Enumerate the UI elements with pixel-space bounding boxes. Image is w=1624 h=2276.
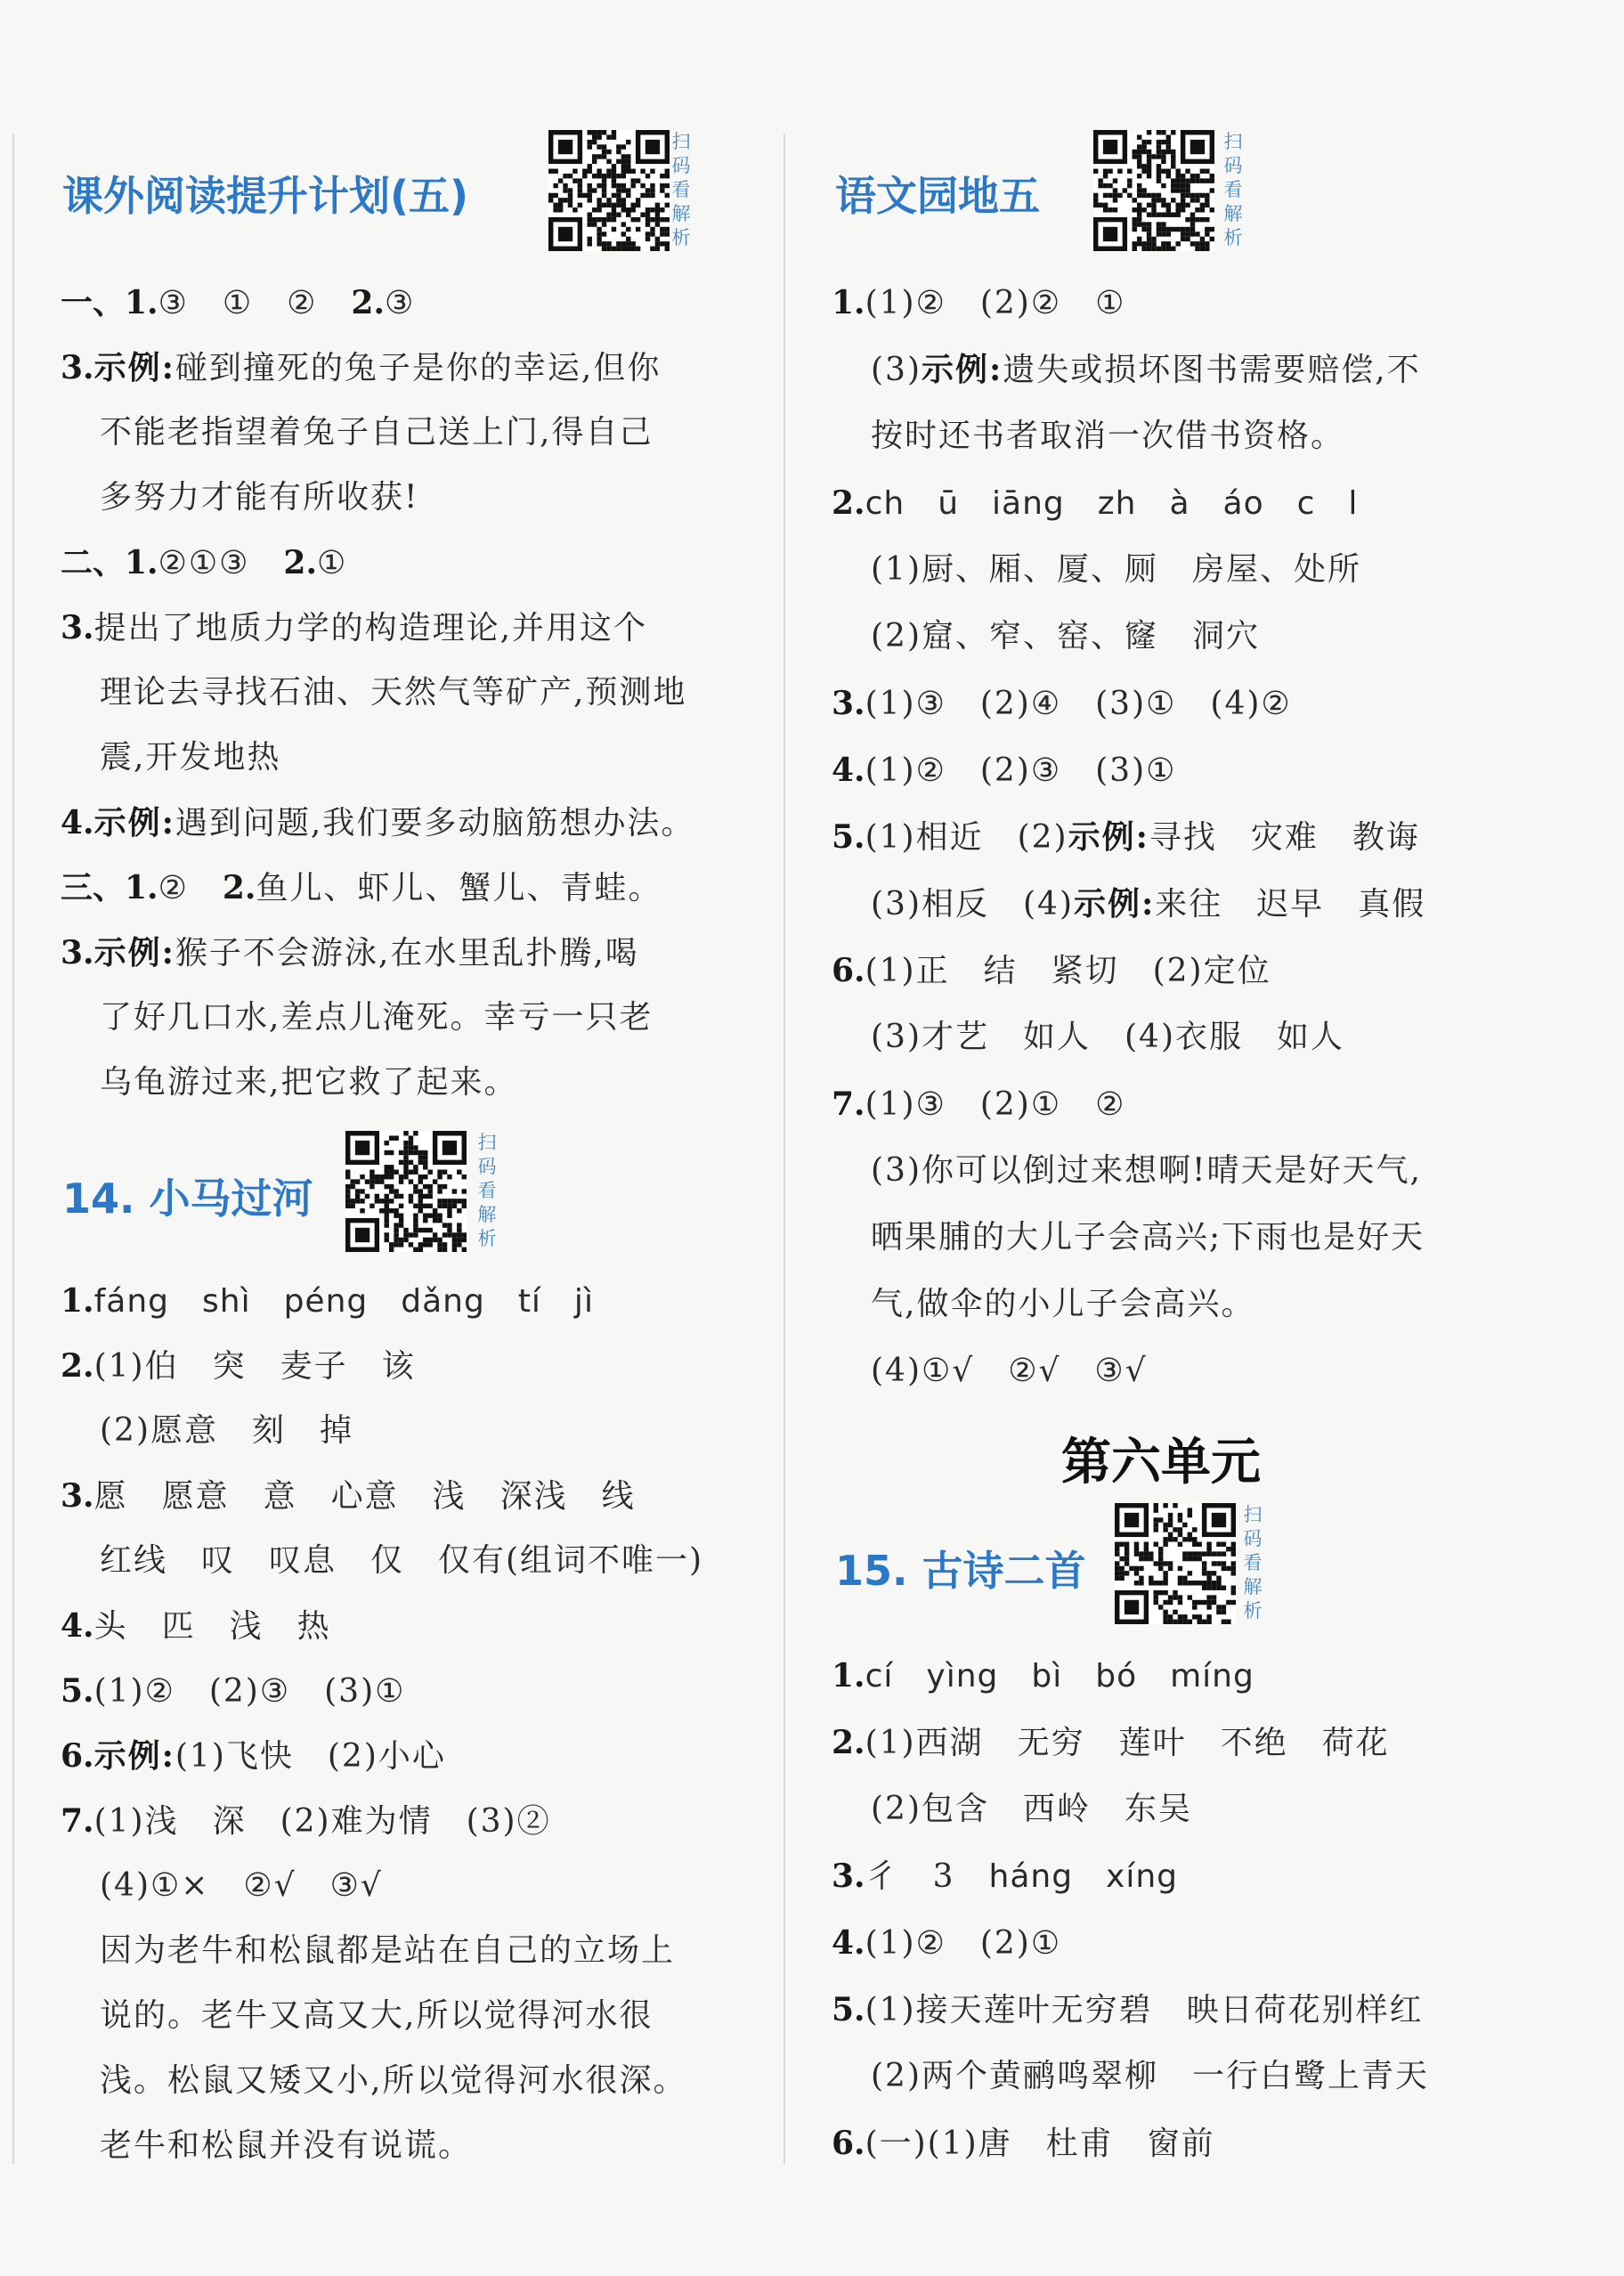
- answer-text: 寻找 灾难 教诲: [1149, 819, 1420, 856]
- answer-text: 乌龟游过来,把它救了起来。: [100, 1064, 518, 1101]
- question-number: 2.: [351, 284, 386, 321]
- qr-code-icon: [1115, 1503, 1236, 1624]
- answer-text: (1)② (2)①: [865, 1925, 1062, 1962]
- answer-text: 提出了地质力学的构造理论,并用这个: [93, 610, 648, 646]
- answer-text: (4)①× ②√ ③√: [100, 1867, 383, 1904]
- answer-line: [832, 752, 1176, 789]
- answer-text: (3)才艺 如人 (4)衣服 如人: [871, 1019, 1344, 1055]
- answer-text: ①: [317, 545, 348, 581]
- example-label: 示例:: [1074, 885, 1156, 923]
- question-number: 1.: [832, 284, 865, 321]
- question-number: 4.: [61, 804, 94, 841]
- lesson-heading: 14. 小马过河: [62, 1175, 313, 1223]
- answer-text: (1)飞快 (2)小心: [175, 1738, 446, 1775]
- answer-text: 红线 叹 叹息 仅 仅有(组词不唯一): [100, 1542, 704, 1579]
- answer-text: 因为老牛和松鼠都是站在自己的立场上: [100, 1932, 676, 1969]
- question-number: 2.: [832, 484, 865, 522]
- answer-text: 来往 迟早 真假: [1155, 886, 1426, 923]
- answer-text: ③ ① ②: [158, 285, 352, 321]
- unit-title: 第六单元: [1061, 1433, 1261, 1492]
- answer-text: (1)③ (2)④ (3)① (4)②: [865, 686, 1292, 722]
- answer-text: 气,做伞的小儿子会高兴。: [871, 1286, 1255, 1322]
- answer-text: ②: [158, 870, 223, 906]
- answer-text: 老牛和松鼠并没有说谎。: [100, 2127, 473, 2164]
- answer-line: [871, 1220, 1425, 1256]
- answer-line: [832, 1658, 1255, 1695]
- question-number: 2.: [283, 544, 318, 581]
- question-number: 6.: [61, 1737, 94, 1775]
- answer-text: (1)② (2)③ (3)①: [93, 1673, 406, 1710]
- answer-line: [832, 1086, 1125, 1123]
- answer-line: [871, 619, 1260, 654]
- answer-line: [100, 2063, 686, 2099]
- answer-text: 了好几口水,差点儿淹死。幸亏一只老: [100, 999, 654, 1036]
- answer-line: [100, 1998, 653, 2034]
- answer-text: 头 匹 浅 热: [93, 1608, 331, 1645]
- question-number: 2.: [61, 1347, 94, 1385]
- answer-line: [832, 285, 1125, 321]
- answer-text: (1)浅 深 (2)难为情 (3)②: [93, 1803, 551, 1840]
- question-number: 3.: [61, 1477, 94, 1515]
- example-label: 示例:: [93, 934, 175, 971]
- example-label: 示例:: [1068, 818, 1149, 856]
- answer-line: [61, 1348, 416, 1385]
- question-number: 7.: [832, 1085, 865, 1123]
- qr-caption: 扫 码 看 解 析: [671, 131, 691, 248]
- section-heading: 语文园地五: [835, 172, 1040, 220]
- answer-line: [871, 1792, 1192, 1827]
- answer-line: [871, 2059, 1429, 2094]
- answer-line: [832, 953, 1271, 989]
- left-column: [0, 0, 792, 2276]
- pinyin-text: fáng shì péng dǎng tí jì: [93, 1283, 594, 1320]
- answer-text: 多努力才能有所收获!: [100, 479, 419, 516]
- answer-text: 彳 3: [865, 1858, 989, 1895]
- answer-text: (1)接天莲叶无穷碧 映日荷花别样红: [865, 1992, 1424, 2028]
- answer-line: [61, 1673, 405, 1710]
- qr-code-icon: [1093, 130, 1214, 251]
- answer-text: (1)正 结 紧切 (2)定位: [865, 953, 1271, 989]
- qr-code-icon: [345, 1131, 467, 1252]
- answer-text: (1)② (2)③ (3)①: [865, 752, 1177, 789]
- answer-text: (1)③ (2)① ②: [865, 1086, 1126, 1123]
- question-number: 6.: [832, 952, 865, 989]
- answer-text: (1)西湖 无穷 莲叶 不绝 荷花: [865, 1725, 1390, 1761]
- question-number: 2.: [222, 869, 256, 906]
- answer-line: [100, 415, 653, 451]
- question-number: 1.: [832, 1657, 865, 1695]
- question-number: 5.: [61, 1672, 94, 1710]
- question-number: 7.: [61, 1802, 94, 1840]
- answer-text: (一)(1)唐 杜甫 窗前: [865, 2126, 1215, 2162]
- qr-caption: 扫 码 看 解 析: [1223, 131, 1243, 248]
- question-number: 3.: [61, 934, 94, 971]
- question-number: 三、1.: [61, 869, 158, 906]
- question-number: 3.: [832, 1857, 865, 1895]
- answer-line: [832, 1925, 1061, 1962]
- question-number: 5.: [832, 818, 865, 856]
- answer-text: (1)伯 突 麦子 该: [93, 1348, 416, 1385]
- section-heading: 课外阅读提升计划(五): [62, 172, 469, 220]
- answer-text: (2)两个黄鹂鸣翠柳 一行白鹭上青天: [871, 2058, 1429, 2094]
- answer-text: (1)厨、厢、厦、厕 房屋、处所: [871, 551, 1361, 588]
- lesson-heading: 15. 古诗二首: [835, 1547, 1086, 1595]
- question-number: 6.: [832, 2125, 865, 2162]
- answer-line: [100, 740, 280, 776]
- answer-line: [832, 2126, 1215, 2162]
- answer-line: [61, 1738, 446, 1775]
- question-number: 4.: [832, 1924, 865, 1962]
- example-label: 示例:: [922, 351, 1003, 388]
- answer-text: 理论去寻找石油、天然气等矿产,预测地: [100, 674, 687, 711]
- answer-line: [832, 1992, 1424, 2028]
- answer-line: [61, 1608, 331, 1645]
- answer-line: [100, 1413, 353, 1449]
- answer-line: [832, 819, 1420, 856]
- answer-line: [61, 870, 662, 906]
- answer-line: [832, 1725, 1390, 1761]
- answer-text: (3)你可以倒过来想啊!晴天是好天气,: [871, 1152, 1422, 1189]
- answer-line: [100, 480, 418, 516]
- answer-line: [100, 2128, 472, 2164]
- answer-line: [61, 1283, 594, 1320]
- answer-line: [61, 805, 694, 841]
- question-number: 1.: [61, 1282, 94, 1320]
- answer-line: [61, 285, 415, 321]
- answer-line: [871, 1287, 1255, 1322]
- question-number: 3.: [61, 609, 94, 646]
- answer-line: [100, 1933, 675, 1969]
- answer-line: [61, 1803, 551, 1840]
- answer-line: [61, 610, 647, 646]
- answer-text: ②①③: [158, 545, 284, 581]
- qr-caption: 扫 码 看 解 析: [1243, 1504, 1263, 1622]
- answer-line: [871, 552, 1361, 588]
- answer-text: (4)①√ ②√ ③√: [871, 1353, 1148, 1389]
- answer-line: [832, 485, 1358, 522]
- answer-text: 晒果脯的大儿子会高兴;下雨也是好天: [871, 1219, 1425, 1256]
- answer-text: 震,开发地热: [100, 739, 281, 776]
- question-number: 3.: [832, 685, 865, 722]
- qr-code-icon: [548, 130, 670, 251]
- answer-text: (1)相近 (2): [865, 819, 1068, 856]
- answer-text: (3)相反 (4): [871, 886, 1074, 923]
- question-number: 3.: [61, 349, 94, 386]
- answer-line: [61, 935, 639, 971]
- answer-line: [61, 350, 661, 386]
- pinyin-text: háng xíng: [988, 1858, 1179, 1895]
- example-label: 示例:: [93, 1737, 175, 1775]
- answer-line: [871, 419, 1344, 454]
- answer-text: 按时还书者取消一次借书资格。: [871, 418, 1345, 454]
- question-number: 二、1.: [61, 544, 158, 581]
- answer-line: [871, 1353, 1148, 1389]
- question-number: 5.: [832, 1991, 865, 2028]
- question-number: 4.: [61, 1607, 94, 1645]
- answer-line: [871, 1020, 1344, 1055]
- answer-text: (2)愿意 刻 掉: [100, 1412, 353, 1449]
- answer-line: [832, 1858, 1178, 1895]
- answer-line: [100, 1065, 517, 1101]
- answer-text: (2)窟、窄、窑、窿 洞穴: [871, 618, 1260, 654]
- answer-text: (1)② (2)② ①: [865, 285, 1126, 321]
- answer-text: 猴子不会游泳,在水里乱扑腾,喝: [175, 935, 639, 971]
- answer-line: [832, 686, 1292, 722]
- answer-text: 遇到问题,我们要多动脑筋想办法。: [175, 805, 695, 841]
- answer-text: (3): [871, 352, 922, 388]
- question-number: 4.: [832, 752, 865, 789]
- answer-line: [100, 1543, 703, 1579]
- answer-line: [871, 1153, 1422, 1189]
- example-label: 示例:: [93, 349, 175, 386]
- answer-text: 浅。松鼠又矮又小,所以觉得河水很深。: [100, 2062, 687, 2099]
- answer-line: [61, 1478, 636, 1515]
- answer-text: 说的。老牛又高又大,所以觉得河水很: [100, 1997, 654, 2034]
- answer-line: [61, 545, 347, 581]
- answer-text: 愿 愿意 意 心意 浅 深浅 线: [93, 1478, 636, 1515]
- answer-line: [100, 1000, 653, 1036]
- answer-text: 遗失或损坏图书需要赔偿,不: [1003, 352, 1421, 388]
- right-column: [792, 0, 1624, 2276]
- answer-line: [100, 675, 686, 711]
- answer-text: ③: [385, 285, 416, 321]
- question-number: 一、1.: [61, 284, 158, 321]
- answer-line: [871, 352, 1421, 388]
- answer-line: [871, 886, 1425, 923]
- pinyin-text: cí yìng bì bó míng: [865, 1658, 1255, 1695]
- question-number: 2.: [832, 1724, 865, 1761]
- example-label: 示例:: [93, 804, 175, 841]
- answer-text: (2)包含 西岭 东吴: [871, 1791, 1192, 1827]
- answer-line: [100, 1868, 383, 1904]
- answer-text: 不能老指望着兔子自己送上门,得自己: [100, 414, 654, 451]
- pinyin-text: ch ū iāng zh à áo c l: [865, 485, 1359, 522]
- qr-caption: 扫 码 看 解 析: [477, 1132, 497, 1249]
- answer-text: 鱼儿、虾儿、蟹儿、青蛙。: [256, 870, 662, 906]
- answer-text: 碰到撞死的兔子是你的幸运,但你: [175, 350, 662, 386]
